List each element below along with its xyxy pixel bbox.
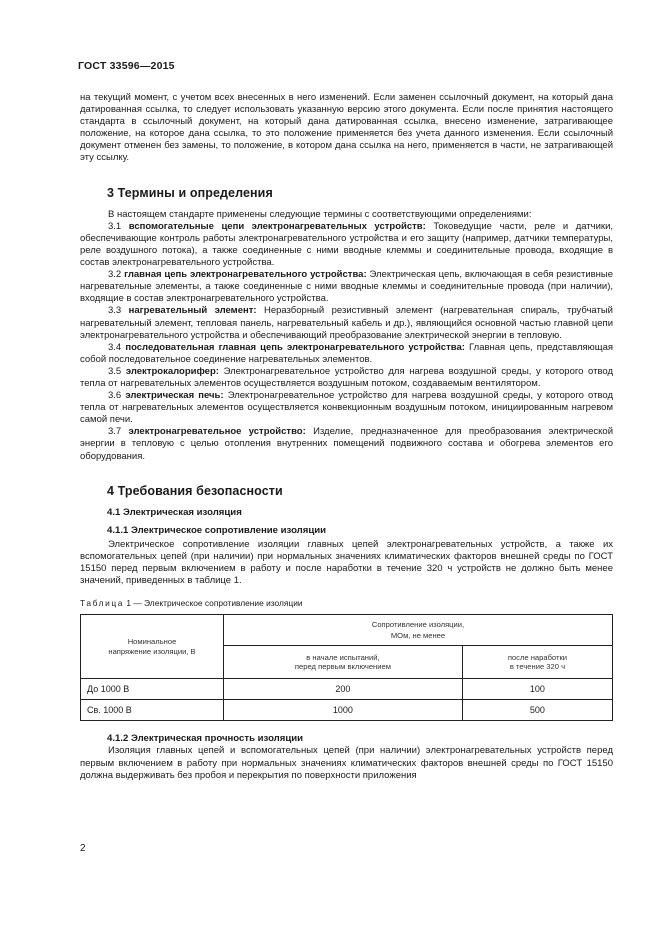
document-body [80,92,613,782]
table-cell-initial: 200 [224,679,463,700]
section-3-heading: 3 Термины и определения [107,185,273,200]
table-header-after-320h: после наработки в течение 320 ч [462,646,612,679]
table-row [81,700,613,721]
table-row [81,679,613,700]
section-4-heading: 4 Требования безопасности [107,483,283,498]
term-3-4: 3.4 последовательная главная цепь электронагревательного устройства: Главная цепь, представляющая собой последовательное соединение нагревательных элементов. [80,341,614,365]
term-3-1-name: вспомогательные цепи электронагревательных устройств: [128,220,426,232]
term-3-7: 3.7 электронагревательное устройство: Изделие, предназначенное для преобразования электрической энергии в тепловую с целью отопления внутренних помещений подвижного состава и обогрева элементов его оборудования. [80,426,614,462]
term-3-2-name: главная цепь электронагревательного устройства: [124,269,367,281]
subsection-4-1-heading: 4.1 Электрическая изоляция [107,506,242,518]
table-cell-after: 500 [462,700,612,721]
paragraph-4-1-2: Изоляция главных цепей и вспомогательных цепей (при наличии) электронагревательных устройств перед первым включением в работу при нормальных значениях климатических факторов внешней среды по ГОСТ 15150 должна выдерживать без пробоя и перекрытия по поверхности приложения [80,745,613,781]
table-header-initial: в начале испытаний, перед первым включением [224,646,463,679]
table-cell-initial: 1000 [224,700,463,721]
subsection-4-1-1-heading: 4.1.1 Электрическое сопротивление изоляции [107,524,327,536]
term-3-5: 3.5 электрокалорифер: Электронагревательное устройство для нагрева воздушной среды, у которого отвод тепла от нагревательных элементов осуществляется воздушным потоком, создаваемым вентилятором. [80,365,614,389]
document-header: ГОСТ 33596—2015 [78,60,175,72]
insulation-resistance-table [80,614,613,721]
term-3-6-name: электрическая печь: [125,390,224,402]
term-3-7-name: электронагревательное устройство: [128,426,306,438]
page-number: 2 [80,843,86,854]
term-3-1: 3.1 вспомогательные цепи электронагревательных устройств: Токоведущие части, реле и датчики, обеспечивающие контроль работы электронагревательного устройства и его защиту (например, датчики температуры, реле воздушного потока), а также соединенные с ними вводные клеммы и соединительные провода, входящие в состав электронагревательного устройства. [80,220,614,269]
term-3-6: 3.6 электрическая печь: Электронагревательное устройство для нагрева воздушной среды, у которого отвод тепла от нагревательных элементов осуществляется конвекционным воздушным потоком, инициированным нагревом самой печи. [80,390,614,426]
table-header-voltage: Номинальное напряжение изоляции, В [81,615,224,679]
term-3-5-name: электрокалорифер: [125,365,219,377]
term-3-3-name: нагревательный элемент: [128,305,257,317]
table-cell-voltage: Св. 1000 В [81,700,224,721]
section-3-lead: В настоящем стандарте применены следующие термины с соответствующими определениями: [108,208,532,220]
subsection-4-1-2-heading: 4.1.2 Электрическая прочность изоляции [107,733,304,745]
paragraph-4-1-1: Электрическое сопротивление изоляции главных цепей электронагревательных устройств, а также их вспомогательных цепей (при наличии) при нормальных значениях климатических факторов внешней среды по ГОСТ 15150 перед первым включением в работу и после наработки в течение 320 ч устройств не должно быть менее значений, приведенных в таблице 1. [80,538,613,587]
term-3-3: 3.3 нагревательный элемент: Неразборный резистивный элемент (нагревательная спираль, трубчатый нагревательный элемент, тепловая панель, нагревательный кабель и др.), являющийся основной частью главной цепи электронагревательного устройства и обеспечивающий преобразование электрической энергии в тепловую. [80,305,613,341]
intro-paragraph: на текущий момент, с учетом всех внесенных в него изменений. Если заменен ссылочный документ, на который дана датированная ссылка, то следует использовать указанную версию этого документа. Если после принятия настоящего стандарта в ссылочный документ, на который дана датированная ссылка, внесено изменение, затрагивающее положение, на которое дана ссылка, то это положение применяется без учета данного изменения. Если ссылочный документ отменен без замены, то положение, в котором дана ссылка на него, применяется в части, не затрагивающей эту ссылку. [80,92,613,164]
table-1-caption: Таблица 1 — Электрическое сопротивление изоляции [80,598,303,609]
table-cell-voltage: До 1000 В [81,679,224,700]
term-3-2: 3.2 главная цепь электронагревательного устройства: Электрическая цепь, включающая в себя резистивные нагревательные элементы, а также соединенные с ними вводные клеммы и соединительные провода (при наличии), входящие в состав электронагревательного устройства. [80,269,614,305]
table-header-resistance: Сопротивление изоляции, МОм, не менее [224,615,613,646]
term-3-4-name: последовательная главная цепь электронагревательного устройства: [125,341,465,353]
table-cell-after: 100 [462,679,612,700]
